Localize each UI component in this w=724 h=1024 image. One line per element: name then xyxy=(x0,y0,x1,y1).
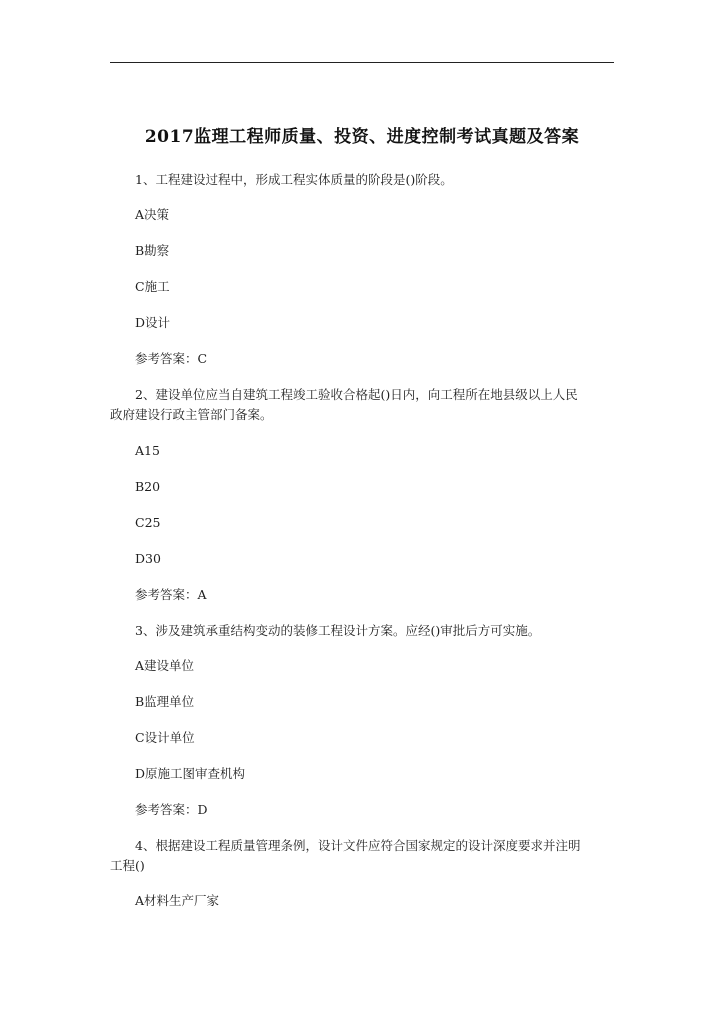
question-2-text: 2、建设单位应当自建筑工程竣工验收合格起()日内，向工程所在地县级以上人民政府建设行政主管部门备案。 xyxy=(110,387,578,422)
question-1-answer: 参考答案：C xyxy=(135,351,208,366)
question-2-option-a: A15 xyxy=(135,443,160,458)
question-2-option-b: B20 xyxy=(135,479,161,494)
header-rule xyxy=(110,62,614,63)
question-3-option-d: D原施工图审查机构 xyxy=(135,766,246,781)
question-2-option-d: D30 xyxy=(135,551,161,566)
question-3-option-b: B监理单位 xyxy=(135,694,195,709)
question-3-text: 3、涉及建筑承重结构变动的装修工程设计方案。应经()审批后方可实施。 xyxy=(135,623,541,638)
question-1-option-d: D设计 xyxy=(135,315,171,330)
question-1-option-c: C施工 xyxy=(135,279,170,294)
question-2-option-c: C25 xyxy=(135,515,161,530)
document-title: 2017监理工程师质量、投资、进度控制考试真题及答案 xyxy=(144,127,580,147)
question-2-answer: 参考答案：A xyxy=(135,587,207,602)
question-3-option-a: A建设单位 xyxy=(135,658,195,673)
question-3-answer: 参考答案：D xyxy=(135,802,208,817)
question-1-option-b: B勘察 xyxy=(135,243,170,258)
question-4-text: 4、根据建设工程质量管理条例，设计文件应符合国家规定的设计深度要求并注明工程() xyxy=(110,838,581,873)
question-1-option-a: A决策 xyxy=(135,207,170,222)
question-4-option-a: A材料生产厂家 xyxy=(135,893,220,908)
question-1-text: 1、工程建设过程中，形成工程实体质量的阶段是()阶段。 xyxy=(135,172,453,187)
question-3-option-c: C设计单位 xyxy=(135,730,195,745)
